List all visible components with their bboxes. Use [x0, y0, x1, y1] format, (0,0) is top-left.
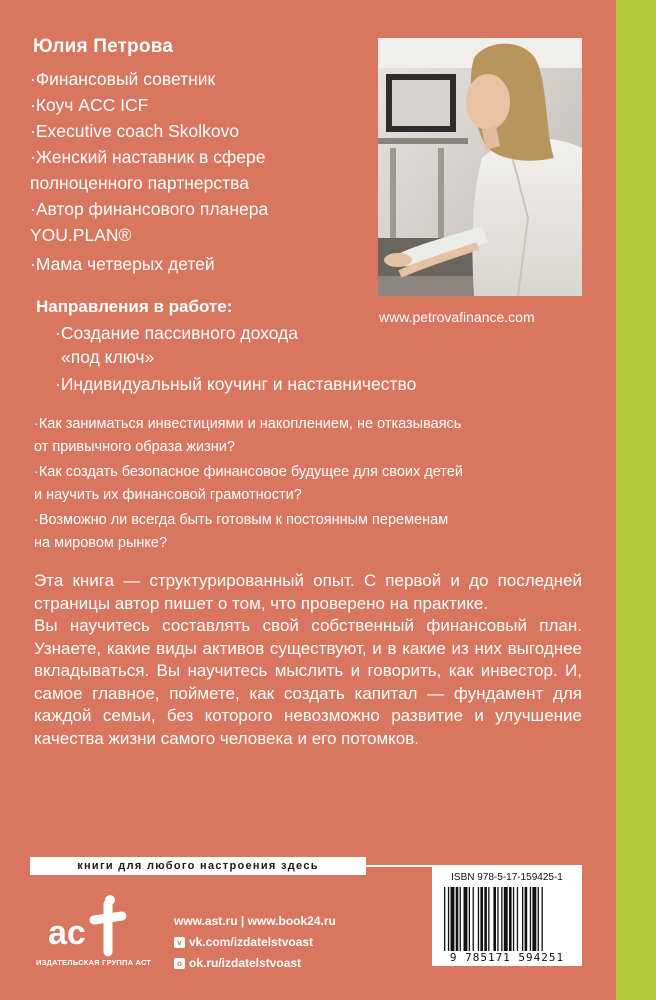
direction-item: ·Индивидуальный коучинг и наставничество	[55, 374, 417, 394]
publisher-links	[174, 911, 336, 974]
question-line: ·Как заниматься инвестициями и накоплением, не отказываясь	[34, 416, 462, 432]
credential-line: YOU.PLAN®	[30, 225, 132, 245]
vk-link-text: vk.com/izdatelstvoast	[189, 935, 314, 949]
direction-item: ·Создание пассивного дохода	[55, 323, 298, 343]
barcode-panel	[432, 865, 582, 966]
publisher-name: ИЗДАТЕЛЬСКАЯ ГРУППА АСТ	[36, 958, 152, 967]
ast-logo	[44, 886, 144, 966]
vk-icon: v	[174, 937, 185, 948]
credential-line: полноценного партнерства	[30, 173, 249, 193]
directions-list	[55, 321, 515, 396]
sites-link[interactable]: www.ast.ru | www.book24.ru	[174, 914, 336, 928]
description-paragraph: Эта книга — структурированный опыт. С первой и до последней страницы автор пишет о том, что проверено на практике.	[34, 571, 582, 613]
ok-link[interactable]	[174, 953, 336, 974]
question-line: от привычного образа жизни?	[34, 439, 235, 455]
credential-line: ·Автор финансового планера	[30, 199, 269, 219]
tagline-band: книги для любого настроения здесь	[30, 857, 366, 875]
author-website-link[interactable]: www.petrovafinance.com	[379, 309, 535, 325]
author-photo	[378, 38, 582, 296]
vk-link[interactable]	[174, 932, 336, 953]
book-description	[34, 570, 582, 750]
logo-text: ac	[48, 914, 86, 952]
credential-line: ·Женский наставник в сфере	[30, 147, 266, 167]
author-name: Юлия Петрова	[33, 36, 174, 57]
questions-list	[34, 413, 574, 555]
question-line: и научить их финансовой грамотности?	[34, 487, 302, 503]
credential-line: ·Executive coach Skolkovo	[30, 121, 240, 141]
book-spine	[616, 0, 656, 1000]
author-credentials	[30, 66, 348, 277]
question-line: ·Возможно ли всегда быть готовым к постоянным переменам	[34, 512, 449, 528]
ok-icon: o	[174, 958, 185, 969]
barcode-bars	[444, 887, 572, 951]
description-paragraph: Вы научитесь составлять свой собственный финансовый план. Узнаете, какие виды активов существуют, и в какие из них выгоднее вкладываться. Вы научитесь мыслить и говорить, как инвестор. И, самое главное, поймете, как создать капитал — фундамент для каждой семьи, без которого невозможно развитие и улучшение качества жизни самого человека и его потомков.	[34, 616, 582, 748]
directions-title: Направления в работе:	[36, 297, 233, 316]
credential-line: ·Финансовый советник	[30, 69, 216, 89]
question-line: ·Как создать безопасное финансовое будущее для своих детей	[34, 464, 463, 480]
credential-line: ·Коуч ACC ICF	[30, 95, 149, 115]
question-line: на мировом рынке?	[34, 535, 168, 551]
isbn-label: ISBN 978-5-17-159425-1	[451, 872, 563, 883]
credential-line: ·Мама четверых детей	[30, 254, 215, 274]
ok-link-text: ok.ru/izdatelstvoast	[189, 956, 302, 970]
barcode-number: 9 785171 594251	[449, 951, 565, 964]
direction-item-continuation: «под ключ»	[61, 347, 155, 367]
